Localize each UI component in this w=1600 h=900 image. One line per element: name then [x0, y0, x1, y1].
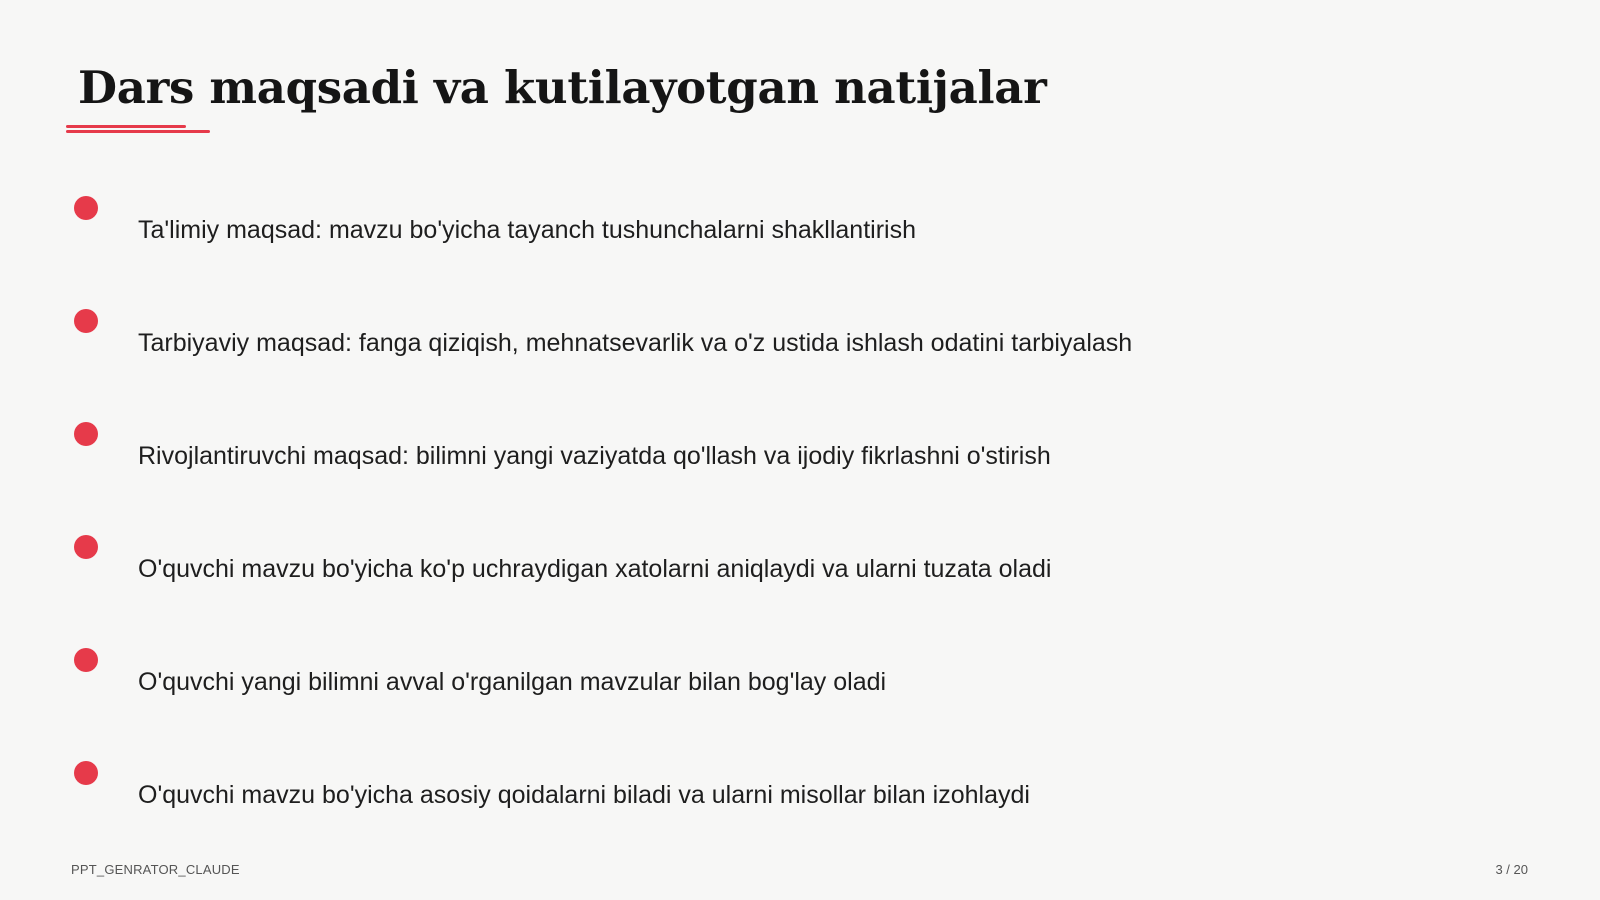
page-indicator: 3 / 20 [1495, 862, 1528, 877]
title-underline-bar-top [66, 125, 186, 128]
bullet-item [0, 761, 1600, 841]
bullet-item [0, 309, 1600, 389]
bullet-text: O'quvchi mavzu bo'yicha ko'p uchraydigan xatolarni aniqlaydi va ularni tuzata oladi [138, 555, 1052, 583]
bullet-dot-icon [74, 761, 98, 785]
bullet-dot-icon [74, 309, 98, 333]
bullet-item [0, 648, 1600, 728]
title-underline [66, 125, 210, 133]
bullet-text: O'quvchi mavzu bo'yicha asosiy qoidalarni biladi va ularni misollar bilan izohlaydi [138, 781, 1030, 809]
bullet-dot-icon [74, 535, 98, 559]
bullet-dot-icon [74, 196, 98, 220]
bullet-item [0, 422, 1600, 502]
bullet-dot-icon [74, 422, 98, 446]
footer-brand: PPT_GENRATOR_CLAUDE [71, 862, 240, 877]
bullet-dot-icon [74, 648, 98, 672]
bullet-item [0, 535, 1600, 615]
bullet-text: O'quvchi yangi bilimni avval o'rganilgan mavzular bilan bog'lay oladi [138, 668, 887, 696]
slide-title: Dars maqsadi va kutilayotgan natijalar [78, 61, 1047, 114]
bullet-text: Ta'limiy maqsad: mavzu bo'yicha tayanch tushunchalarni shakllantirish [138, 216, 916, 244]
bullet-text: Rivojlantiruvchi maqsad: bilimni yangi vaziyatda qo'llash va ijodiy fikrlashni o'stirish [138, 442, 1051, 470]
bullet-item [0, 196, 1600, 276]
bullet-text: Tarbiyaviy maqsad: fanga qiziqish, mehnatsevarlik va o'z ustida ishlash odatini tarbiyalash [138, 329, 1133, 357]
title-underline-bar-bottom [66, 130, 210, 133]
